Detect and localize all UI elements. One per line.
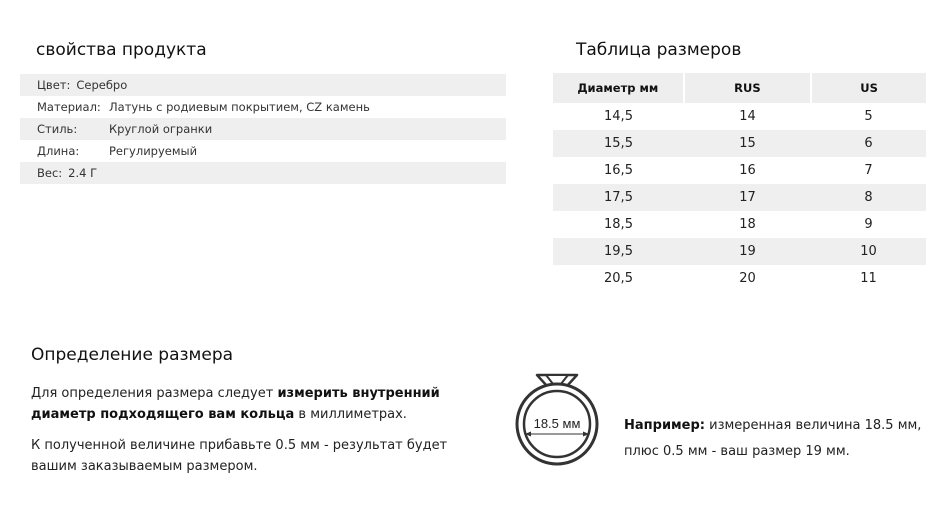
determination-title: Определение размера: [31, 345, 234, 365]
diameter-cell: 16,5: [604, 163, 633, 178]
diameter-cell: 18,5: [604, 217, 633, 232]
example-value: измеренная величина 18.5 мм, плюс 0.5 мм - ваш размер 19 мм.: [624, 418, 922, 459]
us-cell: 11: [860, 271, 877, 286]
header-rus: RUS: [685, 73, 811, 103]
example-text: [624, 413, 944, 465]
property-label: Материал:: [37, 100, 101, 114]
property-row: [20, 140, 506, 162]
property-value: Регулируемый: [109, 144, 198, 158]
diameter-cell: 19,5: [604, 244, 633, 259]
us-cell: 6: [864, 136, 873, 151]
property-row: [20, 118, 506, 140]
determination-instruction: [31, 383, 491, 425]
us-cell: 10: [860, 244, 877, 259]
instruction-intro: Для определения размера следует: [31, 386, 278, 401]
us-cell: 9: [864, 217, 873, 232]
rus-cell: 16: [739, 163, 756, 178]
rus-cell: 18: [739, 217, 756, 232]
determination-note: К полученной величине прибавьте 0.5 мм - результат будет вашим заказываемым размером.: [31, 438, 448, 474]
rus-cell: 20: [739, 271, 756, 286]
size-table-title: Таблица размеров: [576, 40, 742, 60]
size-row: [553, 103, 926, 130]
properties-list: [20, 74, 506, 184]
ring-icon: [505, 370, 615, 470]
property-label: Длина:: [37, 144, 80, 158]
size-row: [553, 130, 926, 157]
size-table-header: [553, 73, 926, 103]
property-value: Серебро: [76, 78, 128, 92]
instruction-end: в миллиметрах.: [294, 407, 407, 422]
rus-cell: 19: [739, 244, 756, 259]
diameter-cell: 17,5: [604, 190, 633, 205]
rus-cell: 15: [739, 136, 756, 151]
rus-cell: 14: [739, 109, 756, 124]
example-label: Например:: [624, 418, 705, 433]
property-label: Стиль:: [37, 122, 78, 136]
us-cell: 7: [864, 163, 873, 178]
rus-cell: 17: [739, 190, 756, 205]
diameter-cell: 14,5: [604, 109, 633, 124]
header-diameter: Диаметр мм: [553, 73, 683, 103]
property-label: Вес:: [37, 166, 63, 180]
property-value: Латунь с родиевым покрытием, CZ камень: [109, 100, 370, 114]
size-row: [553, 238, 926, 265]
property-value: 2.4 Г: [68, 166, 98, 180]
size-row: [553, 211, 926, 238]
property-row: [20, 162, 506, 184]
size-row: [553, 157, 926, 184]
us-cell: 8: [864, 190, 873, 205]
ring-measure-label: 18.5 мм: [533, 416, 581, 431]
header-us: US: [812, 73, 926, 103]
size-row: [553, 265, 926, 292]
size-table-body: [553, 103, 926, 292]
size-row: [553, 184, 926, 211]
diameter-cell: 15,5: [604, 136, 633, 151]
property-row: [20, 96, 506, 118]
properties-title: свойства продукта: [36, 40, 207, 60]
diameter-cell: 20,5: [604, 271, 633, 286]
property-value: Круглой огранки: [109, 122, 213, 136]
property-row: [20, 74, 506, 96]
size-table: [553, 73, 926, 292]
us-cell: 5: [864, 109, 873, 124]
instruction-highlight: измерить внутренний диаметр подходящего вам кольца: [31, 386, 440, 422]
property-label: Цвет:: [37, 78, 71, 92]
